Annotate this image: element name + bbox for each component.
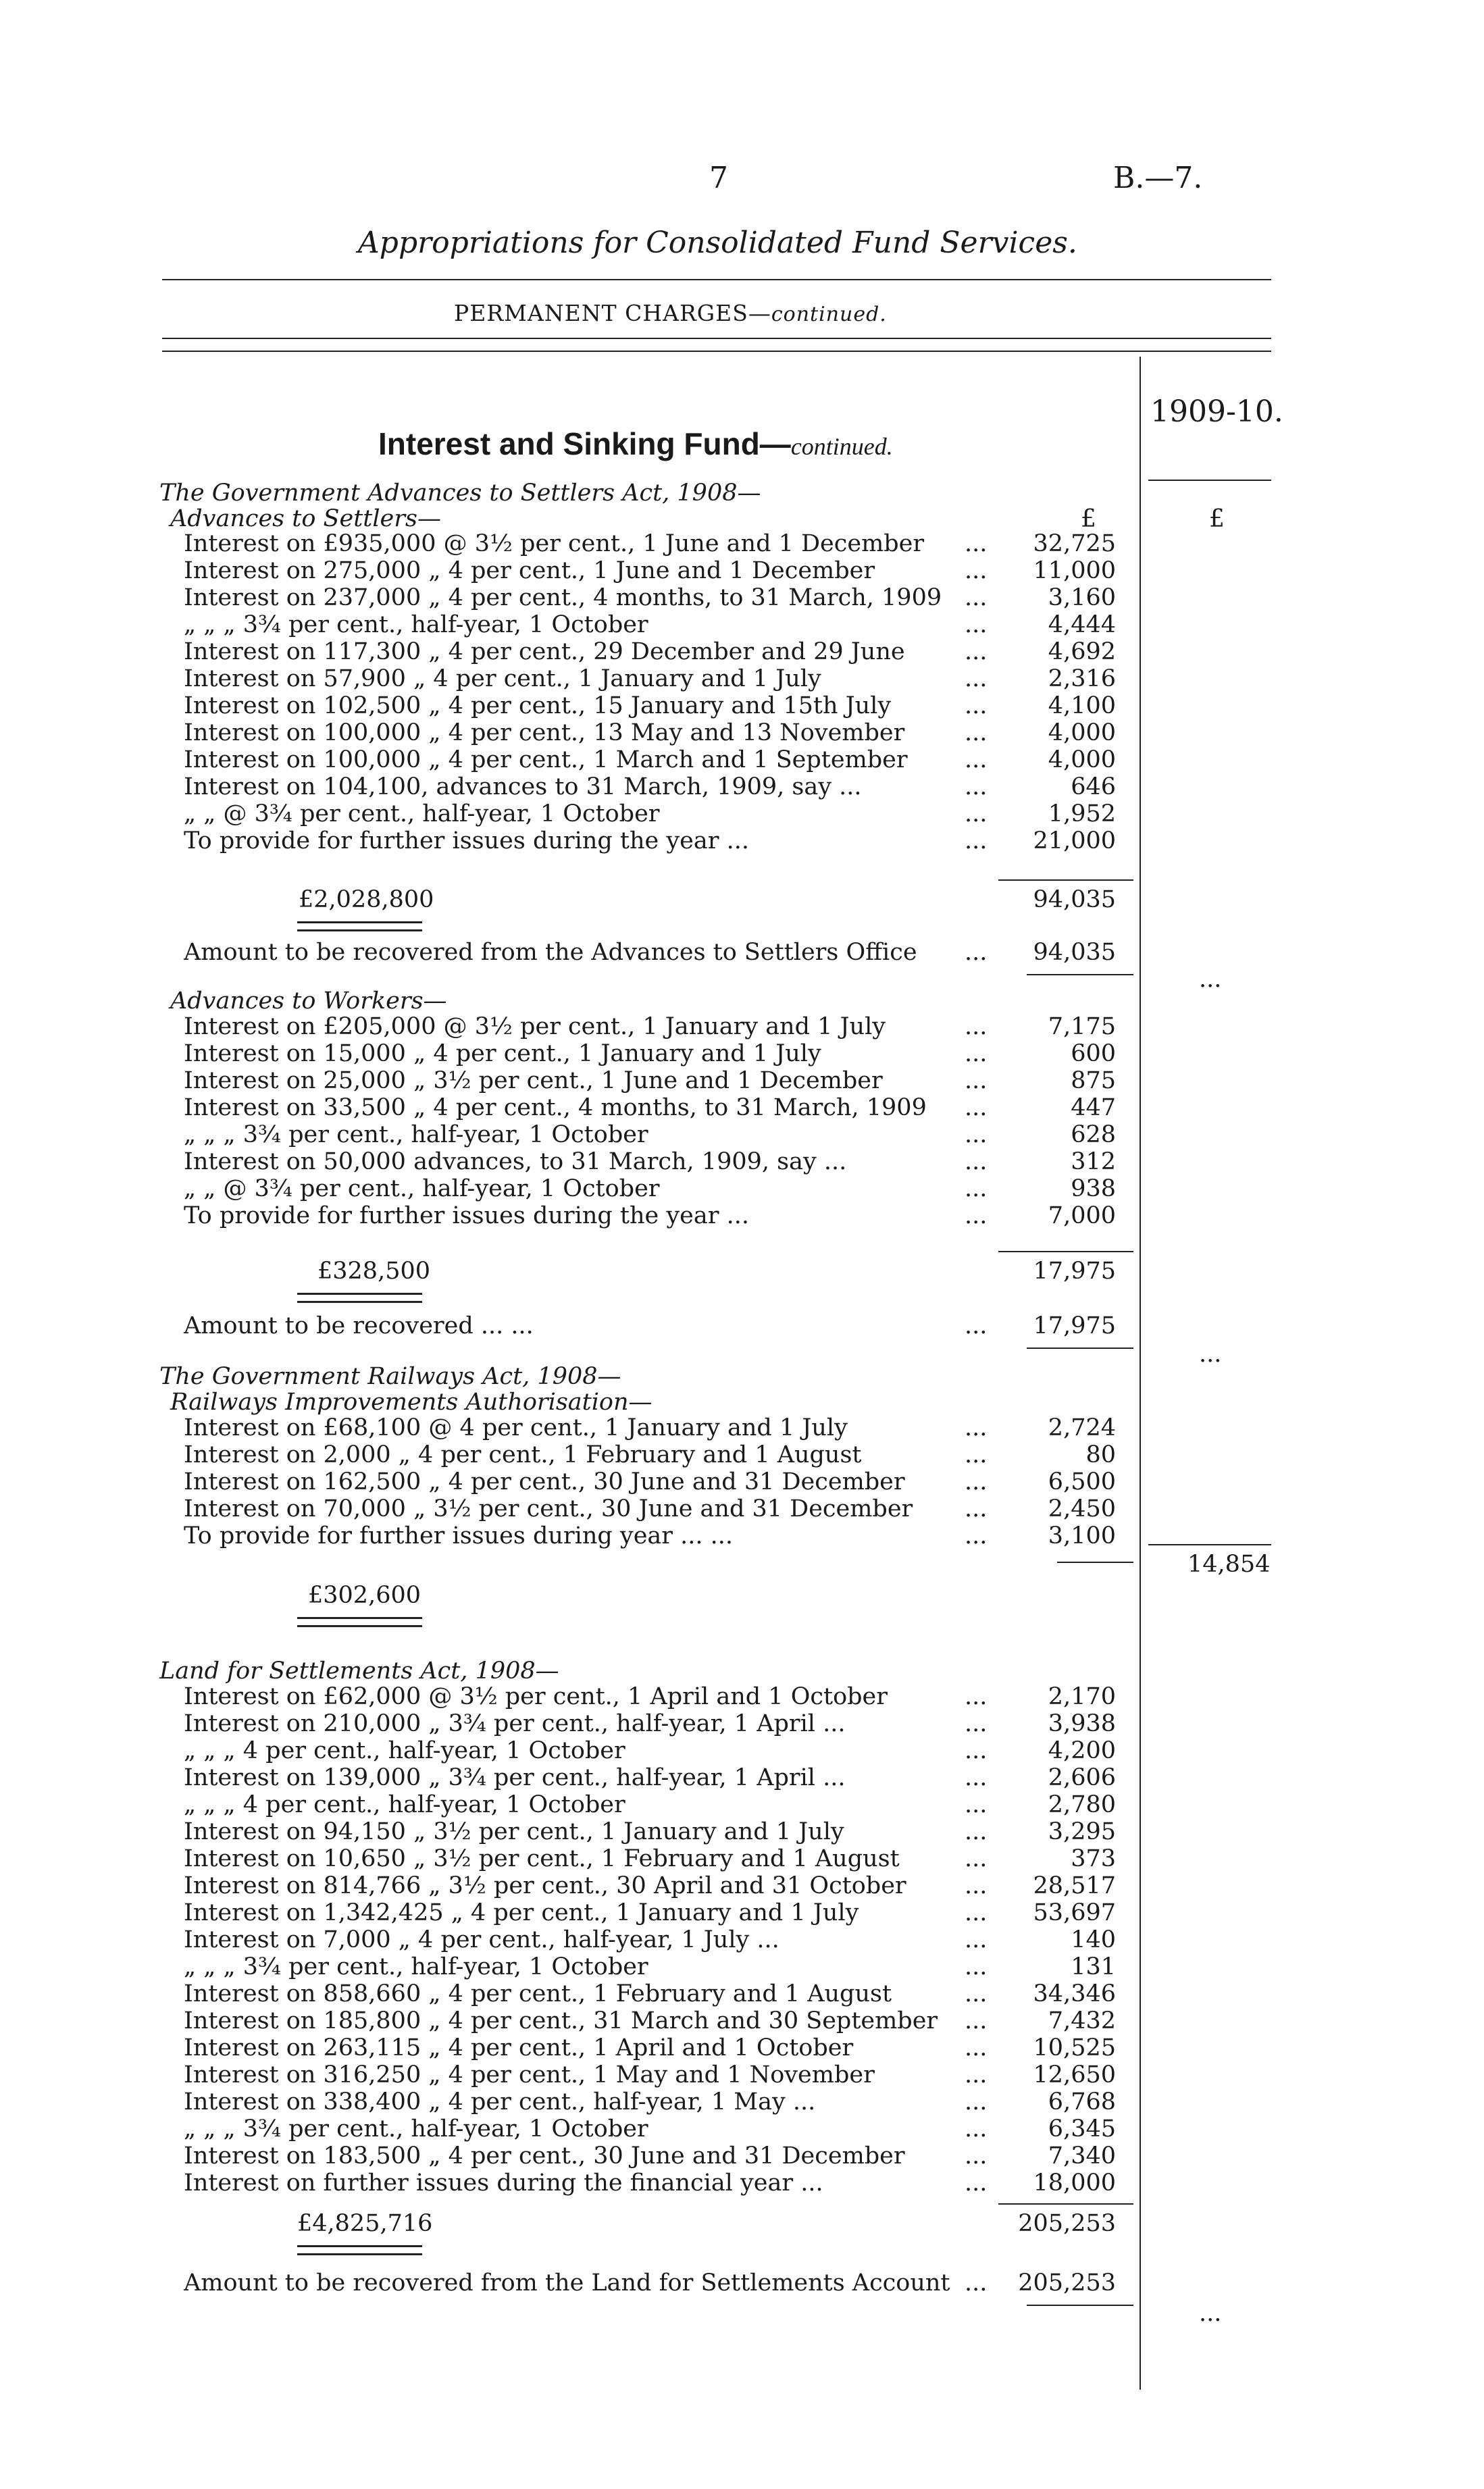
- row-leader-dots: ...: [965, 530, 988, 557]
- row-description: Interest on 100,000 „ 4 per cent., 13 May and 13 November: [184, 719, 905, 746]
- row-leader-dots: ...: [965, 1522, 988, 1549]
- table-row: [0, 530, 1484, 557]
- row-amount: 4,444: [1048, 611, 1116, 638]
- table-row: [0, 2061, 1484, 2088]
- row-amount: 80: [1085, 1441, 1116, 1468]
- table-row: [0, 611, 1484, 638]
- subsection-title: Advances to Workers—: [170, 987, 447, 1015]
- recovered-desc-workers: Amount to be recovered ... ...: [184, 1312, 534, 1339]
- total-amount-workers: 17,975: [1033, 1258, 1116, 1285]
- row-amount: 140: [1071, 1926, 1116, 1953]
- row-amount: 628: [1071, 1121, 1116, 1148]
- row-amount: 6,768: [1048, 2088, 1116, 2115]
- row-leader-dots: ...: [965, 1414, 988, 1441]
- double-rule: [297, 1301, 422, 1303]
- column2-land: ...: [1199, 2300, 1222, 2327]
- row-description: Interest on further issues during the financial year ...: [184, 2170, 823, 2197]
- column2-settlers: ...: [1199, 966, 1222, 993]
- table-row: [0, 1683, 1484, 1710]
- table-row: [0, 1148, 1484, 1175]
- row-amount: 2,316: [1048, 665, 1116, 692]
- subtitle-main: PERMANENT CHARGES—: [454, 300, 771, 326]
- row-amount: 4,000: [1048, 746, 1116, 773]
- table-row: [0, 1094, 1484, 1121]
- rule: [1027, 974, 1133, 975]
- row-description: Interest on 183,500 „ 4 per cent., 30 June and 31 December: [184, 2142, 905, 2170]
- row-description: Interest on 7,000 „ 4 per cent., half-year, 1 July ...: [184, 1926, 779, 1953]
- row-leader-dots: ...: [965, 1764, 988, 1791]
- row-leader-dots: ...: [965, 2007, 988, 2034]
- double-rule: [297, 929, 422, 931]
- subtitle-cont: continued.: [771, 303, 887, 326]
- row-leader-dots: ...: [965, 1148, 988, 1175]
- row-description: To provide for further issues during the year ...: [184, 827, 749, 854]
- row-description: Interest on 10,650 „ 3½ per cent., 1 February and 1 August: [184, 1845, 900, 1872]
- row-amount: 32,725: [1033, 530, 1116, 557]
- row-leader-dots: ...: [965, 1441, 988, 1468]
- row-amount: 53,697: [1033, 1899, 1116, 1926]
- row-description: Interest on 237,000 „ 4 per cent., 4 months, to 31 March, 1909: [184, 584, 942, 611]
- table-row: [0, 1414, 1484, 1441]
- table-row: [0, 1468, 1484, 1495]
- row-amount: 938: [1071, 1175, 1116, 1202]
- rule: [998, 879, 1133, 881]
- rule: [1027, 1348, 1133, 1349]
- row-description: „ „ „ 3¾ per cent., half-year, 1 October: [184, 1953, 648, 1980]
- row-description: Interest on £935,000 @ 3½ per cent., 1 June and 1 December: [184, 530, 925, 557]
- row-description: Interest on 57,900 „ 4 per cent., 1 January and 1 July: [184, 665, 821, 692]
- row-amount: 2,450: [1048, 1495, 1116, 1522]
- section-title-main: Interest and Sinking Fund—: [378, 426, 791, 461]
- row-leader-dots: ...: [965, 1791, 988, 1818]
- row-amount: 4,000: [1048, 719, 1116, 746]
- table-row: [0, 2088, 1484, 2115]
- row-leader-dots: ...: [965, 2142, 988, 2170]
- row-description: Interest on 2,000 „ 4 per cent., 1 February and 1 August: [184, 1441, 862, 1468]
- row-amount: 2,780: [1048, 1791, 1116, 1818]
- row-leader-dots: ...: [965, 1818, 988, 1845]
- rule: [998, 1251, 1133, 1252]
- table-row: [0, 1845, 1484, 1872]
- row-amount: 7,175: [1048, 1013, 1116, 1040]
- row-description: Interest on £205,000 @ 3½ per cent., 1 January and 1 July: [184, 1013, 886, 1040]
- row-description: „ „ „ 3¾ per cent., half-year, 1 October: [184, 1121, 648, 1148]
- row-description: Interest on 210,000 „ 3¾ per cent., half-year, 1 April ...: [184, 1710, 846, 1737]
- row-leader-dots: ...: [965, 1175, 988, 1202]
- row-leader-dots: ...: [965, 557, 988, 584]
- table-row: [0, 638, 1484, 665]
- rule: [1148, 480, 1271, 481]
- row-amount: 447: [1071, 1094, 1116, 1121]
- table-row: [0, 2170, 1484, 2197]
- total-amount-settlers: 94,035: [1033, 886, 1116, 913]
- row-leader-dots: ...: [965, 1040, 988, 1067]
- row-description: Interest on 102,500 „ 4 per cent., 15 January and 15th July: [184, 692, 892, 719]
- row-leader-dots: ...: [965, 665, 988, 692]
- row-description: „ „ @ 3¾ per cent., half-year, 1 October: [184, 800, 660, 827]
- table-row: [0, 746, 1484, 773]
- row-description: Interest on 263,115 „ 4 per cent., 1 April and 1 October: [184, 2034, 854, 2061]
- table-row: [0, 584, 1484, 611]
- row-description: „ „ „ 3¾ per cent., half-year, 1 October: [184, 611, 648, 638]
- subtitle: [454, 300, 887, 326]
- total-capital-railways: £302,600: [308, 1582, 421, 1609]
- table-row: [0, 1926, 1484, 1953]
- row-description: Interest on 50,000 advances, to 31 March, 1909, say ...: [184, 1148, 847, 1175]
- row-leader-dots: ...: [965, 827, 988, 854]
- row-amount: 3,295: [1048, 1818, 1116, 1845]
- table-row: [0, 1980, 1484, 2007]
- row-leader-dots: ...: [965, 2061, 988, 2088]
- recovered-amount-settlers: 94,035: [1033, 939, 1116, 966]
- table-row: [0, 2034, 1484, 2061]
- document-code: B.—7.: [1113, 161, 1203, 195]
- table-row: [0, 1013, 1484, 1040]
- row-leader-dots: ...: [965, 2170, 988, 2197]
- row-leader-dots: ...: [965, 773, 988, 800]
- row-amount: 34,346: [1033, 1980, 1116, 2007]
- page-title: Appropriations for Consolidated Fund Services.: [358, 226, 1077, 260]
- table-row: [0, 1764, 1484, 1791]
- table-row: [0, 2142, 1484, 2170]
- row-description: Interest on 104,100, advances to 31 March, 1909, say ...: [184, 773, 862, 800]
- table-row: [0, 1953, 1484, 1980]
- double-rule: [297, 2253, 422, 2255]
- row-amount: 4,100: [1048, 692, 1116, 719]
- row-leader-dots: ...: [965, 719, 988, 746]
- double-rule: [297, 921, 422, 923]
- row-description: Interest on 94,150 „ 3½ per cent., 1 January and 1 July: [184, 1818, 844, 1845]
- dots: ...: [965, 2269, 988, 2296]
- row-amount: 18,000: [1033, 2170, 1116, 2197]
- row-amount: 6,345: [1048, 2115, 1116, 2142]
- row-description: To provide for further issues during the year ...: [184, 1202, 749, 1229]
- rule: [1148, 1544, 1271, 1545]
- table-row: [0, 1710, 1484, 1737]
- row-amount: 2,724: [1048, 1414, 1116, 1441]
- row-leader-dots: ...: [965, 584, 988, 611]
- dots: ...: [965, 939, 988, 966]
- row-leader-dots: ...: [965, 1495, 988, 1522]
- rule: [162, 351, 1271, 352]
- row-description: Interest on 814,766 „ 3½ per cent., 30 April and 31 October: [184, 1872, 906, 1899]
- row-description: „ „ „ 4 per cent., half-year, 1 October: [184, 1737, 625, 1764]
- row-leader-dots: ...: [965, 1121, 988, 1148]
- section-title-cont: continued.: [790, 433, 893, 460]
- row-description: Interest on 338,400 „ 4 per cent., half-year, 1 May ...: [184, 2088, 816, 2115]
- row-description: Interest on 1,342,425 „ 4 per cent., 1 January and 1 July: [184, 1899, 859, 1926]
- year-header: 1909-10.: [1150, 394, 1283, 429]
- section-title: [378, 426, 893, 462]
- row-leader-dots: ...: [965, 800, 988, 827]
- rule: [1027, 2305, 1133, 2306]
- row-leader-dots: ...: [965, 746, 988, 773]
- row-amount: 21,000: [1033, 827, 1116, 854]
- row-description: Interest on 185,800 „ 4 per cent., 31 March and 30 September: [184, 2007, 938, 2034]
- rule: [162, 279, 1271, 280]
- table-row: [0, 1737, 1484, 1764]
- table-row: [0, 1495, 1484, 1522]
- row-amount: 3,938: [1048, 1710, 1116, 1737]
- row-amount: 2,170: [1048, 1683, 1116, 1710]
- row-amount: 28,517: [1033, 1872, 1116, 1899]
- row-description: Interest on 33,500 „ 4 per cent., 4 months, to 31 March, 1909: [184, 1094, 927, 1121]
- act-title: The Government Advances to Settlers Act, 1908—: [159, 480, 761, 507]
- row-description: Interest on 15,000 „ 4 per cent., 1 January and 1 July: [184, 1040, 821, 1067]
- row-description: Interest on 70,000 „ 3½ per cent., 30 June and 31 December: [184, 1495, 913, 1522]
- row-amount: 875: [1071, 1067, 1116, 1094]
- table-row: [0, 557, 1484, 584]
- table-row: [0, 800, 1484, 827]
- recovered-amount-workers: 17,975: [1033, 1312, 1116, 1339]
- row-description: Interest on 25,000 „ 3½ per cent., 1 June and 1 December: [184, 1067, 883, 1094]
- row-leader-dots: ...: [965, 1468, 988, 1495]
- row-amount: 4,692: [1048, 638, 1116, 665]
- row-description: Interest on 275,000 „ 4 per cent., 1 June and 1 December: [184, 557, 875, 584]
- table-row: [0, 1441, 1484, 1468]
- row-leader-dots: ...: [965, 1926, 988, 1953]
- table-row: [0, 1791, 1484, 1818]
- row-amount: 4,200: [1048, 1737, 1116, 1764]
- row-leader-dots: ...: [965, 2088, 988, 2115]
- table-row: [0, 1202, 1484, 1229]
- row-description: „ „ „ 4 per cent., half-year, 1 October: [184, 1791, 625, 1818]
- row-amount: 11,000: [1033, 557, 1116, 584]
- table-row: [0, 1872, 1484, 1899]
- row-leader-dots: ...: [965, 1013, 988, 1040]
- total-capital-land: £4,825,716: [297, 2210, 433, 2237]
- row-description: Interest on 316,250 „ 4 per cent., 1 May and 1 November: [184, 2061, 875, 2088]
- total-capital-workers: £328,500: [317, 1258, 431, 1285]
- row-amount: 131: [1071, 1953, 1116, 1980]
- row-amount: 2,606: [1048, 1764, 1116, 1791]
- pound-unit-right: £: [1209, 505, 1225, 533]
- table-row: [0, 827, 1484, 854]
- page-number: 7: [709, 161, 728, 195]
- row-amount: 7,340: [1048, 2142, 1116, 2170]
- row-amount: 312: [1071, 1148, 1116, 1175]
- row-amount: 7,000: [1048, 1202, 1116, 1229]
- row-amount: 600: [1071, 1040, 1116, 1067]
- row-description: „ „ „ 3¾ per cent., half-year, 1 October: [184, 2115, 648, 2142]
- recovered-desc-settlers: Amount to be recovered from the Advances to Settlers Office: [184, 939, 917, 966]
- row-leader-dots: ...: [965, 1899, 988, 1926]
- table-row: [0, 2007, 1484, 2034]
- rule: [998, 2203, 1133, 2205]
- recovered-desc-land: Amount to be recovered from the Land for Settlements Account: [184, 2269, 950, 2296]
- row-amount: 3,160: [1048, 584, 1116, 611]
- table-row: [0, 773, 1484, 800]
- row-amount: 7,432: [1048, 2007, 1116, 2034]
- double-rule: [297, 2245, 422, 2247]
- act-title: The Government Railways Act, 1908—: [159, 1363, 621, 1390]
- double-rule: [297, 1617, 422, 1619]
- rule: [1057, 1562, 1133, 1563]
- row-description: To provide for further issues during year ... ...: [184, 1522, 734, 1549]
- row-leader-dots: ...: [965, 1067, 988, 1094]
- double-rule: [297, 1625, 422, 1627]
- row-description: Interest on £68,100 @ 4 per cent., 1 January and 1 July: [184, 1414, 848, 1441]
- row-description: Interest on £62,000 @ 3½ per cent., 1 April and 1 October: [184, 1683, 888, 1710]
- column2-railways: 14,854: [1187, 1551, 1271, 1578]
- row-description: Interest on 117,300 „ 4 per cent., 29 December and 29 June: [184, 638, 905, 665]
- row-leader-dots: ...: [965, 692, 988, 719]
- row-leader-dots: ...: [965, 1980, 988, 2007]
- dots: ...: [965, 1312, 988, 1339]
- table-row: [0, 1522, 1484, 1549]
- row-amount: 12,650: [1033, 2061, 1116, 2088]
- row-leader-dots: ...: [965, 2115, 988, 2142]
- recovered-amount-land: 205,253: [1018, 2269, 1116, 2296]
- double-rule: [297, 1293, 422, 1295]
- table-row: [0, 2115, 1484, 2142]
- row-leader-dots: ...: [965, 1845, 988, 1872]
- table-row: [0, 1040, 1484, 1067]
- row-amount: 6,500: [1048, 1468, 1116, 1495]
- total-capital-settlers: £2,028,800: [299, 886, 434, 913]
- table-row: [0, 692, 1484, 719]
- table-row: [0, 1899, 1484, 1926]
- row-leader-dots: ...: [965, 611, 988, 638]
- row-amount: 1,952: [1048, 800, 1116, 827]
- row-description: Interest on 139,000 „ 3¾ per cent., half-year, 1 April ...: [184, 1764, 846, 1791]
- subsection-title: Railways Improvements Authorisation—: [170, 1389, 653, 1416]
- pound-unit-left: £: [1081, 505, 1096, 533]
- act-title: Land for Settlements Act, 1908—: [159, 1658, 559, 1685]
- row-description: Interest on 162,500 „ 4 per cent., 30 June and 31 December: [184, 1468, 905, 1495]
- table-row: [0, 665, 1484, 692]
- row-leader-dots: ...: [965, 638, 988, 665]
- table-row: [0, 1818, 1484, 1845]
- table-row: [0, 1121, 1484, 1148]
- table-row: [0, 1175, 1484, 1202]
- row-amount: 373: [1071, 1845, 1116, 1872]
- row-leader-dots: ...: [965, 1094, 988, 1121]
- row-description: Interest on 100,000 „ 4 per cent., 1 March and 1 September: [184, 746, 908, 773]
- table-row: [0, 719, 1484, 746]
- row-leader-dots: ...: [965, 2034, 988, 2061]
- row-leader-dots: ...: [965, 1872, 988, 1899]
- row-amount: 10,525: [1033, 2034, 1116, 2061]
- total-amount-land: 205,253: [1018, 2210, 1116, 2237]
- rule: [162, 338, 1271, 339]
- row-amount: 646: [1071, 773, 1116, 800]
- table-row: [0, 1067, 1484, 1094]
- row-amount: 3,100: [1048, 1522, 1116, 1549]
- row-leader-dots: ...: [965, 1953, 988, 1980]
- row-description: „ „ @ 3¾ per cent., half-year, 1 October: [184, 1175, 660, 1202]
- column2-workers: ...: [1199, 1341, 1222, 1368]
- row-leader-dots: ...: [965, 1710, 988, 1737]
- row-leader-dots: ...: [965, 1737, 988, 1764]
- row-leader-dots: ...: [965, 1202, 988, 1229]
- row-leader-dots: ...: [965, 1683, 988, 1710]
- row-description: Interest on 858,660 „ 4 per cent., 1 February and 1 August: [184, 1980, 892, 2007]
- subsection-title: Advances to Settlers—: [170, 505, 441, 532]
